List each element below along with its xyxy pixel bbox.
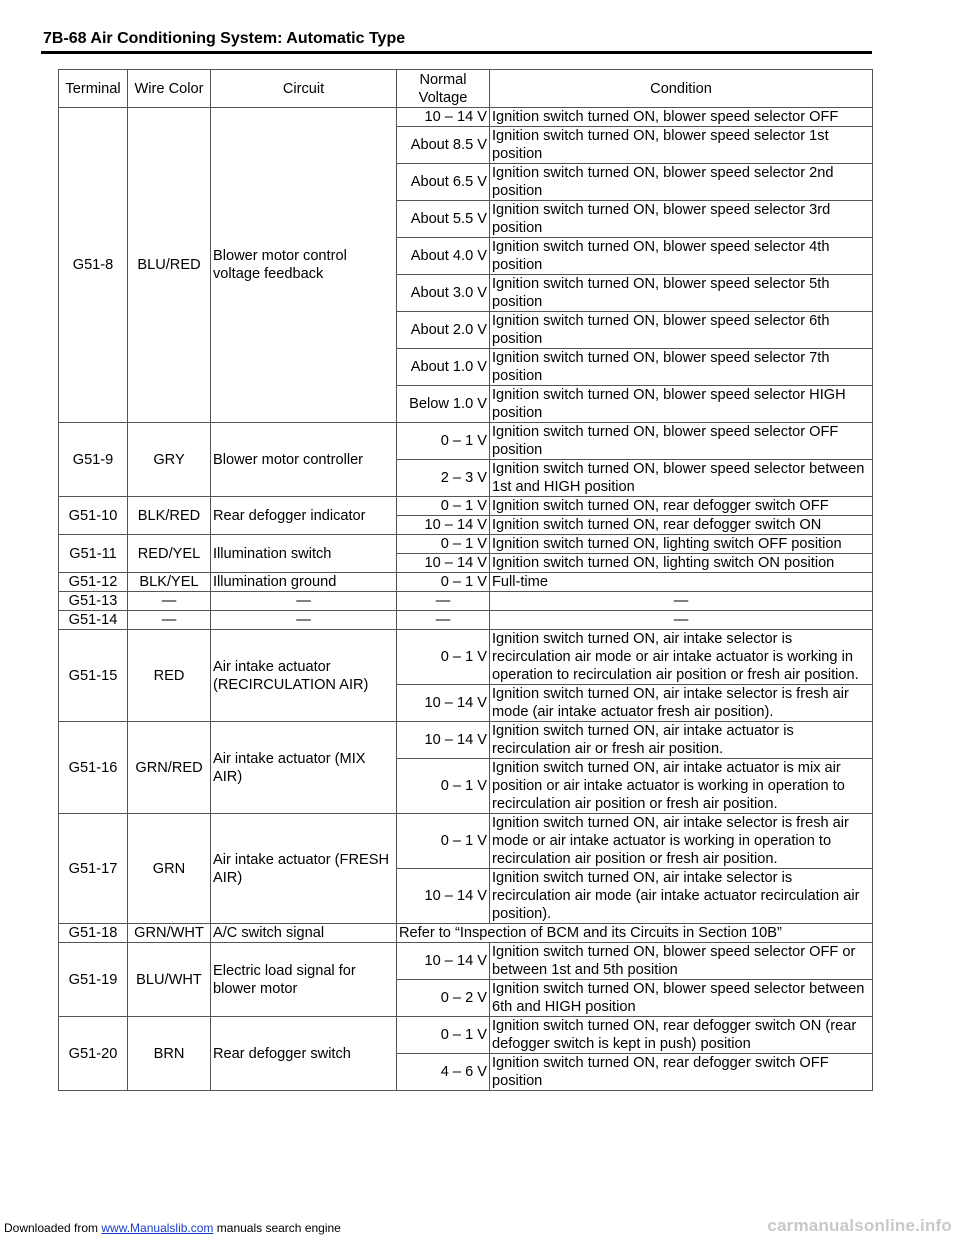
voltage-cell: —: [397, 592, 490, 611]
voltage-cell: 2 – 3 V: [397, 460, 490, 497]
wire-color-cell: GRY: [128, 423, 211, 497]
condition-cell: Ignition switch turned ON, air intake actuator is mix air position or air intake actuator is working in operation to recirculation air position or fresh air position.: [490, 759, 873, 814]
condition-cell: Ignition switch turned ON, air intake selector is recirculation air mode (air intake actuator recirculation air position).: [490, 869, 873, 924]
condition-cell: Ignition switch turned ON, lighting switch ON position: [490, 554, 873, 573]
terminal-cell: G51-18: [59, 924, 128, 943]
condition-cell: Ignition switch turned ON, blower speed selector between 1st and HIGH position: [490, 460, 873, 497]
circuit-cell: Air intake actuator (RECIRCULATION AIR): [211, 630, 397, 722]
wire-color-cell: —: [128, 611, 211, 630]
voltage-cell: 0 – 2 V: [397, 980, 490, 1017]
footer-suffix: manuals search engine: [213, 1221, 341, 1235]
voltage-cell: 0 – 1 V: [397, 497, 490, 516]
voltage-cell: 4 – 6 V: [397, 1054, 490, 1091]
circuit-cell: Illumination switch: [211, 535, 397, 573]
header-condition: Condition: [490, 70, 873, 108]
condition-cell: Ignition switch turned ON, air intake selector is fresh air mode (air intake actuator fresh air position).: [490, 685, 873, 722]
terminal-cell: G51-8: [59, 108, 128, 423]
table-row: [59, 814, 873, 869]
condition-cell: Ignition switch turned ON, rear defogger switch ON (rear defogger switch is kept in push) position: [490, 1017, 873, 1054]
condition-cell: Ignition switch turned ON, blower speed selector 3rd position: [490, 201, 873, 238]
voltage-cell: 10 – 14 V: [397, 869, 490, 924]
voltage-cell: About 3.0 V: [397, 275, 490, 312]
condition-cell: Ignition switch turned ON, air intake actuator is recirculation air or fresh air position.: [490, 722, 873, 759]
condition-cell: Ignition switch turned ON, blower speed selector OFF or between 1st and 5th position: [490, 943, 873, 980]
table-row: [59, 108, 873, 127]
voltage-cell: 0 – 1 V: [397, 535, 490, 554]
condition-cell: Ignition switch turned ON, blower speed selector 5th position: [490, 275, 873, 312]
voltage-cell: 0 – 1 V: [397, 423, 490, 460]
voltage-cell: 10 – 14 V: [397, 108, 490, 127]
table-row: [59, 943, 873, 980]
circuit-cell: Air intake actuator (FRESH AIR): [211, 814, 397, 924]
voltage-cell: About 8.5 V: [397, 127, 490, 164]
condition-cell: Ignition switch turned ON, blower speed selector HIGH position: [490, 386, 873, 423]
table-row: [59, 611, 873, 630]
wire-color-cell: GRN/WHT: [128, 924, 211, 943]
condition-cell: Ignition switch turned ON, rear defogger switch OFF: [490, 497, 873, 516]
circuit-cell: Rear defogger switch: [211, 1017, 397, 1091]
voltage-cell: About 5.5 V: [397, 201, 490, 238]
voltage-cell: 10 – 14 V: [397, 554, 490, 573]
condition-cell: Ignition switch turned ON, blower speed selector 4th position: [490, 238, 873, 275]
table-row: [59, 592, 873, 611]
header-normal-voltage-line2: Voltage: [418, 89, 468, 106]
header-terminal: Terminal: [59, 70, 128, 108]
voltage-cell: —: [397, 611, 490, 630]
condition-cell: Ignition switch turned ON, blower speed selector 2nd position: [490, 164, 873, 201]
terminal-cell: G51-15: [59, 630, 128, 722]
table-row: [59, 924, 873, 943]
page-header: 7B-68 Air Conditioning System: Automatic Type: [43, 30, 406, 47]
condition-cell: Ignition switch turned ON, blower speed selector 6th position: [490, 312, 873, 349]
voltage-cell: About 1.0 V: [397, 349, 490, 386]
terminal-cell: G51-10: [59, 497, 128, 535]
condition-cell: Ignition switch turned ON, lighting switch OFF position: [490, 535, 873, 554]
circuit-cell: Rear defogger indicator: [211, 497, 397, 535]
circuit-cell: —: [211, 611, 397, 630]
voltage-cell: About 2.0 V: [397, 312, 490, 349]
circuit-cell: —: [211, 592, 397, 611]
condition-cell: Full-time: [490, 573, 873, 592]
condition-cell: Ignition switch turned ON, air intake selector is recirculation air mode or air intake actuator is working in operation to recirculation air position or fresh air position.: [490, 630, 873, 685]
voltage-cell: 0 – 1 V: [397, 630, 490, 685]
voltage-cell: 0 – 1 V: [397, 1017, 490, 1054]
terminal-cell: G51-17: [59, 814, 128, 924]
circuit-cell: Blower motor control voltage feedback: [211, 108, 397, 423]
circuit-cell: Air intake actuator (MIX AIR): [211, 722, 397, 814]
terminal-cell: G51-19: [59, 943, 128, 1017]
voltage-cell: About 4.0 V: [397, 238, 490, 275]
wire-color-cell: GRN: [128, 814, 211, 924]
terminal-cell: G51-9: [59, 423, 128, 497]
table-row: [59, 630, 873, 685]
terminal-cell: G51-13: [59, 592, 128, 611]
terminal-cell: G51-14: [59, 611, 128, 630]
circuit-cell: Illumination ground: [211, 573, 397, 592]
circuit-cell: Electric load signal for blower motor: [211, 943, 397, 1017]
voltage-cell: 10 – 14 V: [397, 943, 490, 980]
table-header-row: [59, 70, 873, 108]
terminal-cell: G51-16: [59, 722, 128, 814]
condition-cell: Ignition switch turned ON, blower speed selector between 6th and HIGH position: [490, 980, 873, 1017]
terminal-cell: G51-20: [59, 1017, 128, 1091]
condition-cell: Ignition switch turned ON, blower speed selector 1st position: [490, 127, 873, 164]
circuit-cell: A/C switch signal: [211, 924, 397, 943]
condition-cell: Ignition switch turned ON, air intake selector is fresh air mode or air intake actuator is working in operation to recirculation air position or fresh air position.: [490, 814, 873, 869]
condition-cell: Ignition switch turned ON, blower speed selector OFF position: [490, 423, 873, 460]
circuit-cell: Blower motor controller: [211, 423, 397, 497]
voltage-cell: 0 – 1 V: [397, 573, 490, 592]
header-wire-color: Wire Color: [128, 70, 211, 108]
wire-color-cell: BLU/RED: [128, 108, 211, 423]
table-row: [59, 535, 873, 554]
condition-cell: Ignition switch turned ON, rear defogger switch ON: [490, 516, 873, 535]
wire-color-cell: —: [128, 592, 211, 611]
table-row: [59, 1017, 873, 1054]
condition-cell: Refer to “Inspection of BCM and its Circuits in Section 10B”: [397, 924, 873, 943]
watermark: carmanualsonline.info: [767, 1216, 952, 1235]
table-body: [59, 108, 873, 1091]
condition-cell: —: [490, 611, 873, 630]
table-row: [59, 573, 873, 592]
wire-color-cell: BLU/WHT: [128, 943, 211, 1017]
header-normal-voltage: [397, 70, 490, 108]
header-rule: [41, 51, 872, 54]
wire-color-cell: BLK/RED: [128, 497, 211, 535]
wire-color-cell: RED/YEL: [128, 535, 211, 573]
voltage-cell: 10 – 14 V: [397, 516, 490, 535]
table-row: [59, 497, 873, 516]
voltage-cell: 0 – 1 V: [397, 759, 490, 814]
voltage-cell: 10 – 14 V: [397, 685, 490, 722]
voltage-cell: About 6.5 V: [397, 164, 490, 201]
terminal-cell: G51-12: [59, 573, 128, 592]
wire-color-cell: BLK/YEL: [128, 573, 211, 592]
table-row: [59, 722, 873, 759]
footer-link[interactable]: www.Manualslib.com: [101, 1221, 214, 1235]
wire-color-cell: RED: [128, 630, 211, 722]
wire-color-cell: BRN: [128, 1017, 211, 1091]
header-circuit: Circuit: [211, 70, 397, 108]
header-normal-voltage-line1: Normal: [419, 71, 467, 88]
terminal-table: [58, 69, 873, 1091]
footer: [4, 1221, 341, 1235]
condition-cell: —: [490, 592, 873, 611]
condition-cell: Ignition switch turned ON, blower speed selector OFF: [490, 108, 873, 127]
voltage-cell: 0 – 1 V: [397, 814, 490, 869]
wire-color-cell: GRN/RED: [128, 722, 211, 814]
condition-cell: Ignition switch turned ON, blower speed selector 7th position: [490, 349, 873, 386]
table-row: [59, 423, 873, 460]
condition-cell: Ignition switch turned ON, rear defogger switch OFF position: [490, 1054, 873, 1091]
footer-prefix: Downloaded from: [4, 1221, 102, 1235]
voltage-cell: 10 – 14 V: [397, 722, 490, 759]
voltage-cell: Below 1.0 V: [397, 386, 490, 423]
terminal-cell: G51-11: [59, 535, 128, 573]
